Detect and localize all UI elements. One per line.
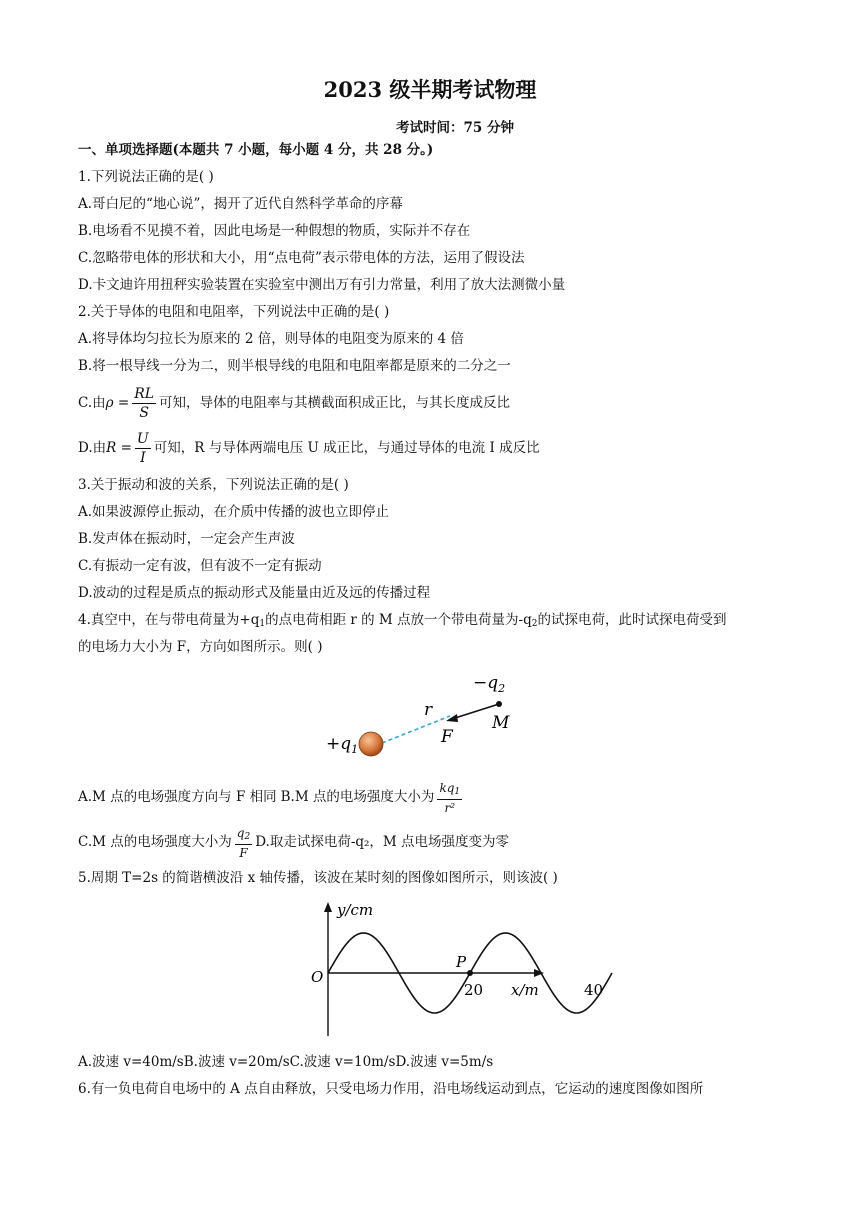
point-p-label: P [456,953,467,971]
q4-stem-part-c: 的试探电荷，此时试探电荷受到 [537,612,727,628]
point-m-dot [496,701,502,707]
q2-option-b: B.将一根导线一分为二，则半根导线的电阻和电阻率都是原来的二分之一 [78,358,511,374]
r-label: r [424,700,433,720]
page-title: 2023 级半期考试物理 [323,77,537,102]
q4-option-b-prefix: B.M 点的电场强度大小为 [280,789,435,805]
exam-time: 考试时间：75 分钟 [396,120,514,136]
x-tick-label-20: 20 [464,981,484,999]
q2-c-lhs: ρ = [105,395,130,411]
q3-option-a: A.如果波源停止振动，在介质中传播的波也立即停止 [78,504,390,520]
q4-stem-line1 [78,610,726,634]
q1-option-a: A.哥白尼的“地心说”，揭开了近代自然科学革命的序幕 [78,196,403,212]
q4-options-cd [78,822,509,862]
q4-c-numerator: $q_2$ [235,827,252,845]
q4-stem-part-b: 的点电荷相距 r 的 M 点放一个带电荷量为-q [265,612,532,628]
q3-option-c: C.有振动一定有波，但有波不一定有振动 [78,558,322,574]
q3-stem: 3.关于振动和波的关系，下列说法正确的是( ) [78,477,349,493]
q3-option-b: B.发声体在振动时，一定会产生声波 [78,531,295,547]
x-axis-label: x/m [511,981,539,999]
force-arrowhead [446,714,458,722]
q4-b-fraction [437,782,462,814]
q2-stem: 2.关于导体的电阻和电阻率，下列说法中正确的是( ) [78,304,390,320]
section-heading: 一、单项选择题(本题共 7 小题，每小题 4 分，共 28 分。) [78,142,434,158]
q4-option-c-prefix: C.M 点的电场强度大小为 [78,834,232,850]
q2-label: $-q_2$ [473,673,506,695]
q2-c-prefix: C.由 [78,395,106,411]
q1-option-b: B.电场看不见摸不着，因此电场是一种假想的物质，实际并不存在 [78,223,471,239]
x-tick-label-40: 40 [584,981,604,999]
q2-d-suffix: 可知，R 与导体两端电压 U 成正比，与通过导体的电流 I 成反比 [153,440,540,456]
q4-stem-part-a: 4.真空中，在与带电荷量为+q [78,612,260,628]
q2-c-denominator: S [139,405,149,421]
distance-dashed-line [382,716,450,743]
q6-stem: 6.有一负电荷自电场中的 A 点自由释放，只受电场力作用，沿电场线运动到点，它运动的速度图像如图所 [78,1081,704,1097]
q5-stem: 5.周期 T=2s 的简谐横波沿 x 轴传播，该波在某时刻的图像如图所示，则该波( ) [78,870,558,886]
y-axis-label: y/cm [337,901,374,919]
q4-c-denominator: F [239,845,248,860]
positive-charge-sphere [359,732,383,756]
wave-graph [300,896,604,1042]
q4-options-ab [78,777,465,817]
q1-option-c: C.忽略带电体的形状和大小，用“点电荷”表示带电体的方法，运用了假设法 [78,250,525,266]
q2-d-lhs: R = [106,440,132,456]
q4-stem-line2: 的电场力大小为 F，方向如图所示。则( ) [78,639,323,655]
q2-d-numerator: U [136,431,149,447]
origin-label: O [311,968,324,986]
y-axis-arrowhead [324,902,332,912]
point-charge-figure [310,664,530,764]
q2-option-d [78,428,540,468]
point-p-dot [467,970,473,976]
q2-option-a: A.将导体均匀拉长为原来的 2 倍，则导体的电阻变为原来的 4 倍 [78,331,464,347]
q4-stem-sub1: 1 [259,619,266,629]
q4-option-a: A.M 点的电场强度方向与 F 相同 [78,789,277,805]
q5-options: A.波速 v=40m/sB.波速 v=20m/sC.波速 v=10m/sD.波速 v=5m/s [78,1054,494,1070]
q4-stem-sub2: 2 [531,619,538,629]
q4-b-numerator: $kq_1$ [437,782,462,800]
q2-d-prefix: D.由 [78,440,107,456]
q2-d-fraction [135,432,151,465]
q3-option-d: D.波动的过程是质点的振动形式及能量由近及远的传播过程 [78,585,431,601]
q2-option-c [78,383,510,423]
q4-c-fraction [235,827,252,859]
q4-option-d: D.取走试探电荷-q₂，M 点电场强度变为零 [255,834,510,850]
m-label: M [492,713,510,733]
q2-c-numerator: RL [134,386,155,402]
q2-d-denominator: I [140,450,146,466]
q4-b-denominator: r² [444,800,456,815]
q1-stem: 1.下列说法正确的是( ) [78,169,214,185]
q2-c-fraction [132,387,156,420]
f-label: F [441,727,453,747]
q1-option-d: D.卡文迪许用扭秤实验装置在实验室中测出万有引力常量，利用了放大法测微小量 [78,277,566,293]
q2-c-suffix: 可知，导体的电阻率与其横截面积成正比，与其长度成反比 [159,395,511,411]
q1-label: $+q_1$ [326,734,359,756]
